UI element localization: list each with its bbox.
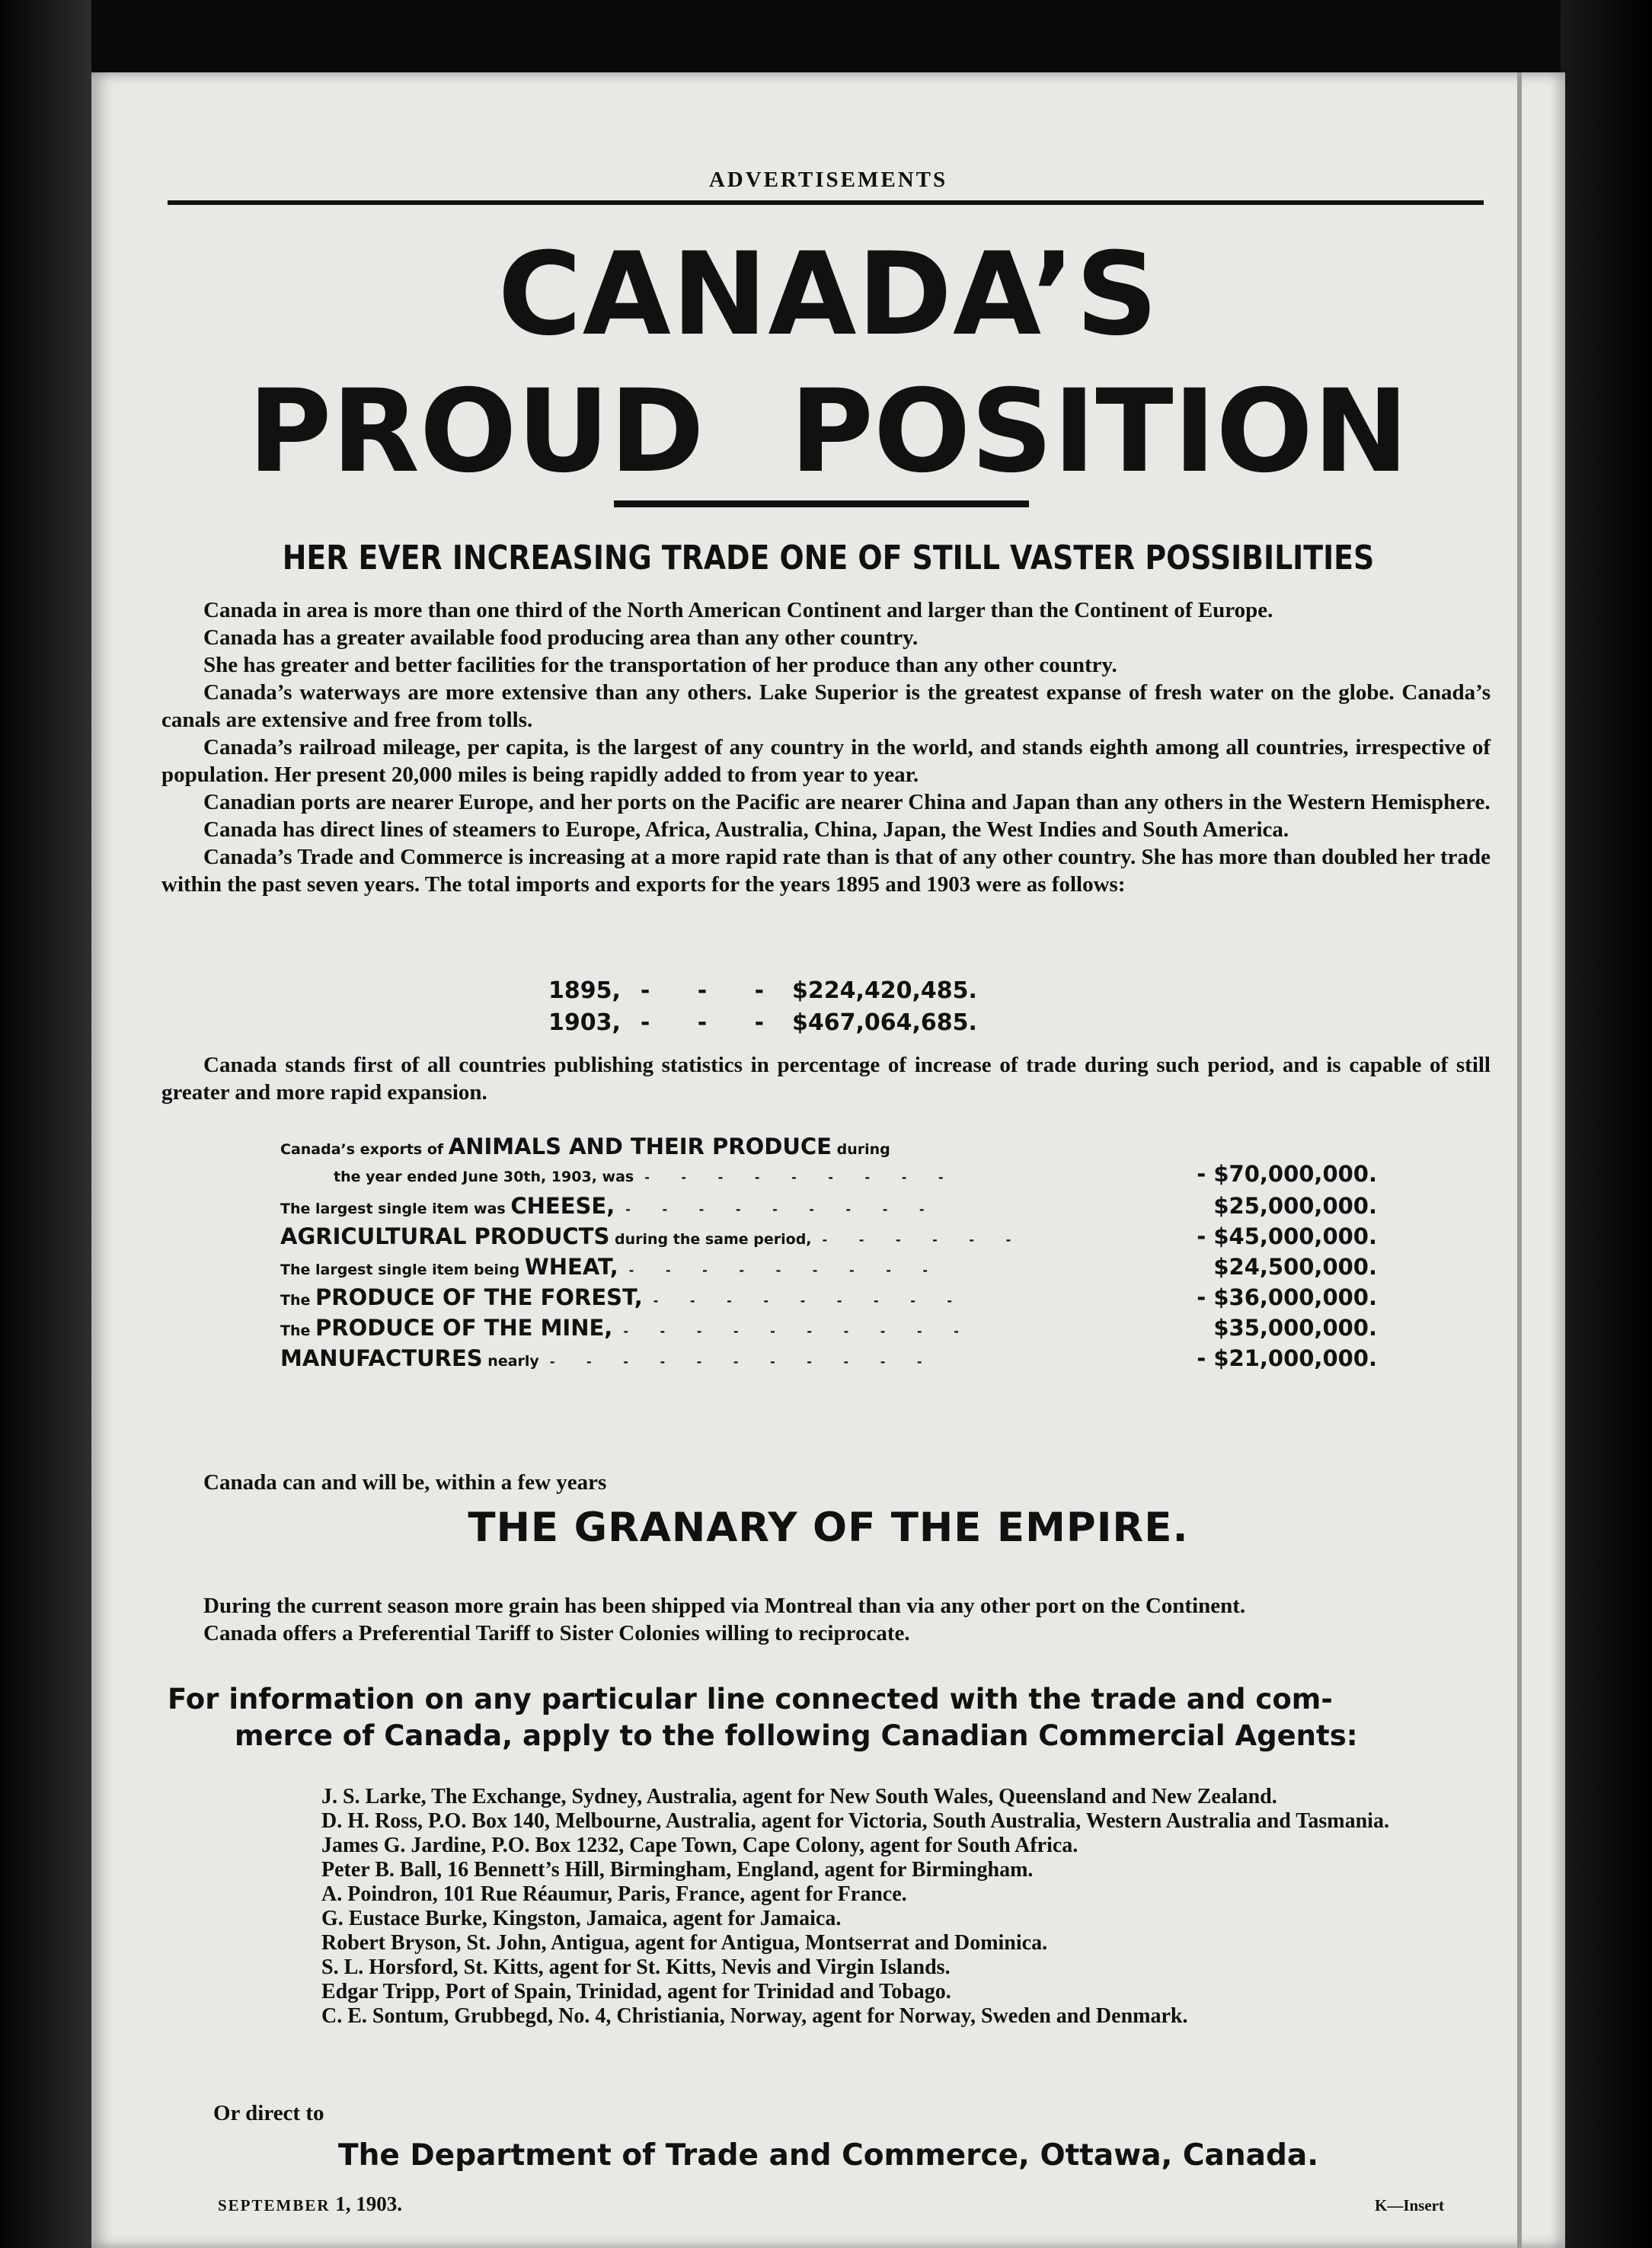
- trade-figures: [548, 975, 1158, 1039]
- date-month: SEPTEMBER: [218, 2196, 331, 2214]
- trade-figure-row: [548, 975, 1158, 1007]
- export-value: $25,000,000.: [1213, 1193, 1377, 1219]
- leader-dashes: - - - - - - - - -: [644, 1170, 957, 1185]
- agent-entry: D. H. Ross, P.O. Box 140, Melbourne, Australia, agent for Victoria, South Australia, Western Australia and Tasmania.: [321, 1809, 1389, 1833]
- export-value: - $36,000,000.: [1197, 1284, 1377, 1310]
- paragraph: Canada in area is more than one third of the North American Continent and larger than the Continent of Europe.: [203, 598, 1273, 622]
- paragraph: Canada offers a Preferential Tariff to Sister Colonies willing to reciprocate.: [203, 1621, 910, 1645]
- export-value: $35,000,000.: [1213, 1315, 1377, 1341]
- agents-list: [321, 1785, 1395, 2029]
- agent-entry: Peter B. Ball, 16 Bennett’s Hill, Birmingham, England, agent for Birmingham.: [321, 1858, 1034, 1882]
- agent-entry: J. S. Larke, The Exchange, Sydney, Australia, agent for New South Wales, Queensland and New Zealand.: [321, 1785, 1277, 1808]
- paragraph: Canada’s Trade and Commerce is increasing at a more rapid rate than is that of any other country. She has more than doubled her trade within the past seven years. The total imports and exports for the years 1895 and 1903 were as follows:: [161, 845, 1491, 897]
- export-prefix: The: [280, 1292, 315, 1309]
- trade-figure-row: [548, 1007, 1158, 1039]
- info-line: For information on any particular line connected with the trade and com-: [168, 1683, 1333, 1716]
- export-row: [280, 1193, 1377, 1223]
- export-prefix: the year ended June 30th, 1903, was: [334, 1169, 634, 1185]
- headline-line-1: CANADA’S: [497, 229, 1159, 361]
- agent-entry: A. Poindron, 101 Rue Réaumur, Paris, France, agent for France.: [321, 1882, 907, 1906]
- headline-line-2: PROUD POSITION: [248, 366, 1409, 498]
- subheadline: HER EVER INCREASING TRADE ONE OF STILL VASTER POSSIBILITIES: [282, 539, 1375, 577]
- agent-entry: G. Eustace Burke, Kingston, Jamaica, agent for Jamaica.: [321, 1907, 842, 1930]
- right-page-edge: [1561, 0, 1652, 2248]
- or-direct-text: Or direct to: [213, 2101, 324, 2125]
- export-suffix: during: [831, 1141, 890, 1158]
- leader-dashes: - - - - - - - - -: [653, 1293, 967, 1308]
- scan-edge-line: [1517, 72, 1522, 2248]
- export-item: ANIMALS AND THEIR PRODUCE: [448, 1134, 832, 1159]
- export-row: [280, 1254, 1377, 1284]
- publication-date: [218, 2192, 402, 2216]
- paragraph: She has greater and better facilities for the transportation of her produce than any other country.: [203, 653, 1117, 677]
- paragraph: Canada’s waterways are more extensive than any others. Lake Superior is the greatest expanse of fresh water on the globe. Canada’s canals are extensive and free from tolls.: [161, 680, 1491, 732]
- trade-year: 1895,: [548, 977, 621, 1004]
- department-line: The Department of Trade and Commerce, Ottawa, Canada.: [337, 2138, 1319, 2173]
- paragraph: During the current season more grain has been shipped via Montreal than via any other port on the Continent.: [203, 1594, 1246, 1618]
- export-prefix: Canada’s exports of: [280, 1141, 449, 1158]
- leader-dashes: - - - - - -: [822, 1233, 1025, 1247]
- agent-entry: C. E. Sontum, Grubbegd, No. 4, Christiania, Norway, agent for Norway, Sweden and Denmark.: [321, 2004, 1188, 2028]
- leader-dashes: - - - - - - - - -: [628, 1263, 942, 1277]
- granary-heading: THE GRANARY OF THE EMPIRE.: [468, 1505, 1189, 1551]
- leader-dashes: - - - - - - - - - -: [623, 1324, 973, 1338]
- export-suffix: during the same period,: [609, 1231, 812, 1248]
- leader-dashes: - - - - - - - - - - -: [549, 1354, 936, 1369]
- trade-value: $224,420,485.: [792, 977, 977, 1004]
- export-item: CHEESE,: [510, 1193, 615, 1219]
- export-value: $24,500,000.: [1213, 1254, 1377, 1280]
- header-rule: [168, 200, 1484, 205]
- agent-entry: Robert Bryson, St. John, Antigua, agent for Antigua, Montserrat and Dominica.: [321, 1931, 1048, 1955]
- date-day-year: 1, 1903.: [335, 2192, 403, 2215]
- intro-paragraphs: [161, 596, 1491, 898]
- leader-dashes: - - -: [640, 977, 784, 1004]
- agent-entry: Edgar Tripp, Port of Spain, Trinidad, agent for Trinidad and Tobago.: [321, 1980, 951, 2003]
- agent-entry: James G. Jardine, P.O. Box 1232, Cape Town, Cape Colony, agent for South Africa.: [321, 1834, 1078, 1857]
- insert-code: K—Insert: [1375, 2196, 1444, 2214]
- section-header: ADVERTISEMENTS: [708, 168, 948, 192]
- export-item: MANUFACTURES: [280, 1345, 483, 1371]
- export-item: WHEAT,: [524, 1254, 618, 1280]
- export-prefix: The: [280, 1322, 315, 1339]
- export-row: [280, 1134, 1377, 1193]
- trade-year: 1903,: [548, 1009, 621, 1036]
- trade-value: $467,064,685.: [792, 1009, 977, 1036]
- paragraph: Canadian ports are nearer Europe, and her ports on the Pacific are nearer China and Japan than any others in the Western Hemisphere.: [203, 790, 1491, 814]
- export-prefix: The largest single item was: [280, 1201, 511, 1217]
- paragraph: Canada has direct lines of steamers to Europe, Africa, Australia, China, Japan, the West Indies and South America.: [203, 817, 1289, 842]
- export-item: AGRICULTURAL PRODUCTS: [280, 1223, 610, 1249]
- export-row: [280, 1345, 1377, 1376]
- headline-rule: [614, 500, 1029, 507]
- percentage-paragraph-block: [161, 1051, 1491, 1106]
- season-paragraph: [161, 1592, 1491, 1647]
- export-item: PRODUCE OF THE FOREST,: [315, 1284, 643, 1310]
- export-suffix: nearly: [482, 1353, 539, 1370]
- exports-table: [280, 1134, 1377, 1376]
- leader-dashes: - - -: [640, 1009, 784, 1036]
- paragraph: Canada stands first of all countries publishing statistics in percentage of increase of trade during such period, and is capable of still greater and more rapid expansion.: [161, 1053, 1491, 1105]
- export-item: PRODUCE OF THE MINE,: [315, 1315, 613, 1341]
- export-prefix: The largest single item being: [280, 1262, 525, 1278]
- information-notice: [168, 1681, 1485, 1754]
- export-row: [280, 1223, 1377, 1254]
- agent-entry: S. L. Horsford, St. Kitts, agent for St. Kitts, Nevis and Virgin Islands.: [321, 1955, 951, 1979]
- info-line: merce of Canada, apply to the following Canadian Commercial Agents:: [235, 1719, 1358, 1752]
- left-page-edge: [0, 0, 91, 2248]
- newspaper-page: [91, 72, 1565, 2248]
- export-value: - $70,000,000.: [1197, 1161, 1377, 1187]
- paragraph: Canada can and will be, within a few years: [203, 1470, 607, 1495]
- export-row: [280, 1284, 1377, 1315]
- granary-intro-block: [161, 1469, 1491, 1496]
- export-value: - $21,000,000.: [1197, 1345, 1377, 1371]
- paragraph: Canada’s railroad mileage, per capita, is the largest of any country in the world, and stands eighth among all countries, irrespective of population. Her present 20,000 miles is being rapidly added to from year to year.: [161, 735, 1491, 787]
- export-value: - $45,000,000.: [1197, 1223, 1377, 1249]
- leader-dashes: - - - - - - - - -: [625, 1202, 938, 1217]
- export-row: [280, 1315, 1377, 1345]
- paragraph: Canada has a greater available food producing area than any other country.: [203, 625, 919, 650]
